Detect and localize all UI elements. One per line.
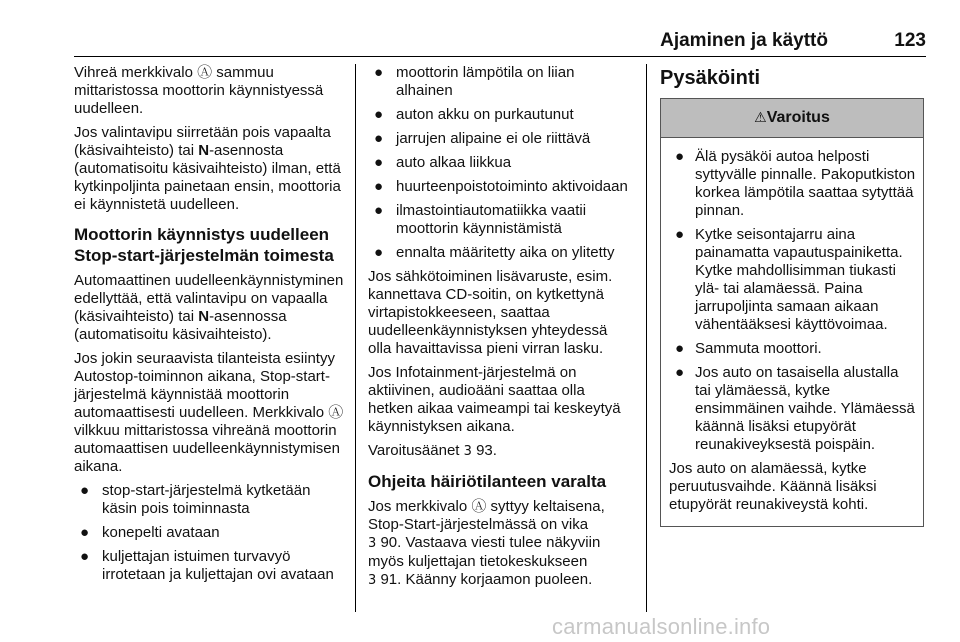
column-divider-1 bbox=[355, 64, 356, 612]
bullet-icon: ● bbox=[80, 482, 90, 499]
list-item: ● ennalta määritetty aika on ylitetty bbox=[374, 244, 615, 261]
list-item: ● moottorin lämpötila on liian alhainen bbox=[374, 64, 575, 99]
warning-title: Varoitus bbox=[766, 109, 830, 126]
list-item: ● stop-start-järjestelmä kytketään käsin pois toiminnasta bbox=[80, 482, 311, 517]
bullet-icon: ● bbox=[374, 64, 384, 81]
column-3 bbox=[660, 64, 924, 527]
reference-arrow-icon: 3 bbox=[463, 444, 472, 459]
paragraph: Jos jokin seuraavista tilanteista esiintyy Autostop-toiminnon aikana, Stop-start-järjestelmä käynnistää moottorin automaattisesti uudelleen. Merkkivalo Ⓐ vilkkuu mittaristossa vihreänä moottorin automaattisen uudelleenkäynnistymisen aikana. bbox=[74, 350, 344, 475]
list-item: ● konepelti avataan bbox=[80, 524, 220, 541]
bullet-icon: ● bbox=[675, 364, 685, 381]
bullet-icon: ● bbox=[80, 524, 90, 541]
section-heading: Pysäköinti bbox=[660, 67, 761, 89]
paragraph: Automaattinen uudelleenkäynnistyminen edellyttää, että valintavipu on vapaalla (käsivaihteisto) tai N-asennossa (automatisoitu käsivaihteisto). bbox=[74, 272, 344, 343]
reference-arrow-icon: 3 bbox=[368, 536, 377, 551]
bullet-icon: ● bbox=[374, 202, 384, 219]
list-item: ● auton akku on purkautunut bbox=[374, 106, 574, 123]
bullet-icon: ● bbox=[675, 340, 685, 357]
bullet-icon: ● bbox=[374, 130, 384, 147]
paragraph: Vihreä merkkivalo Ⓐ sammuu mittaristossa moottorin käynnistyessä uudelleen. bbox=[74, 64, 324, 117]
list-item: ● auto alkaa liikkua bbox=[374, 154, 512, 171]
bullet-icon: ● bbox=[80, 548, 90, 565]
column-2 bbox=[368, 64, 634, 596]
bullet-icon: ● bbox=[374, 154, 384, 171]
warning-header bbox=[661, 99, 923, 138]
paragraph: Varoitusäänet 3 93. bbox=[368, 442, 497, 459]
column-1 bbox=[74, 64, 346, 590]
bullet-list bbox=[74, 482, 346, 584]
list-item: ● kuljettajan istuimen turvavyö irrotetaan ja kuljettajan ovi avataan bbox=[80, 548, 334, 583]
bullet-icon: ● bbox=[374, 178, 384, 195]
list-item: ● Kytke seisontajarru aina painamatta vapautuspainiketta. Kytke mahdollisimman tiukasti ylä- tai alamäessä. Paina jarrupoljinta samaan aikaan vähentääksesi käyttövoimaa. bbox=[675, 226, 903, 333]
paragraph: Jos auto on alamäessä, kytke peruutusvaihde. Käännä lisäksi etupyörät reunakiveystä kohti. bbox=[669, 460, 877, 513]
warning-box bbox=[660, 98, 924, 527]
section-heading: Ohjeita häiriötilanteen varalta bbox=[368, 472, 607, 491]
bullet-icon: ● bbox=[675, 148, 685, 165]
list-item: ● Jos auto on tasaisella alustalla tai ylämäessä, kytke ensimmäinen vaihde. Ylämäessä käännä lisäksi etupyörät reunakiveyksestä poispäin. bbox=[675, 364, 915, 453]
list-item: ● jarrujen alipaine ei ole riittävä bbox=[374, 130, 591, 147]
page-header bbox=[74, 30, 926, 57]
bullet-icon: ● bbox=[374, 244, 384, 261]
bullet-icon: ● bbox=[374, 106, 384, 123]
bullet-list bbox=[368, 64, 634, 262]
watermark: carmanualsonline.info bbox=[552, 614, 771, 639]
paragraph: Jos merkkivalo Ⓐ syttyy keltaisena, Stop-Start-järjestelmässä on vika 3 90. Vastaava viesti tulee näkyviin myös kuljettajan tietokeskukseen 3 91. Käänny korjaamon puoleen. bbox=[368, 498, 605, 588]
list-item: ● Sammuta moottori. bbox=[675, 340, 822, 357]
warning-body bbox=[661, 138, 923, 526]
warning-icon: ⚠ bbox=[754, 110, 767, 126]
section-heading: Moottorin käynnistys uudelleen Stop-start-järjestelmän toimesta bbox=[74, 225, 334, 265]
paragraph: Jos Infotainment-järjestelmä on aktiivinen, audioääni saattaa olla hetken aikaa vaimeampi tai keskeytyä käynnistyksen aikana. bbox=[368, 364, 621, 435]
page-number: 123 bbox=[894, 30, 926, 51]
list-item: ● Älä pysäköi autoa helposti syttyvälle pinnalle. Pakoputkiston korkea lämpötila saattaa sytyttää pinnan. bbox=[675, 148, 916, 219]
page-link[interactable]: 93. bbox=[476, 442, 497, 459]
list-item: ● huurteenpoistotoiminto aktivoidaan bbox=[374, 178, 628, 195]
paragraph: Jos valintavipu siirretään pois vapaalta (käsivaihteisto) tai N-asennosta (automatisoitu käsivaihteisto) ilman, että kytkinpoljinta painetaan ensin, moottoria ei käynnistetä uudelleen. bbox=[74, 124, 341, 213]
list-item: ● ilmastointiautomatiikka vaatii moottorin käynnistämistä bbox=[374, 202, 587, 237]
reference-arrow-icon: 3 bbox=[368, 573, 377, 588]
paragraph: Jos sähkötoiminen lisävaruste, esim. kannettava CD-soitin, on kytkettynä virtapistokkeeseen, saattaa uudelleenkäynnistyksen yhteydessä olla havaittavissa pieni virran lasku. bbox=[368, 268, 613, 357]
column-divider-2 bbox=[646, 64, 647, 612]
bullet-list bbox=[669, 148, 917, 454]
section-title: Ajaminen ja käyttö bbox=[660, 30, 828, 51]
bullet-icon: ● bbox=[675, 226, 685, 243]
